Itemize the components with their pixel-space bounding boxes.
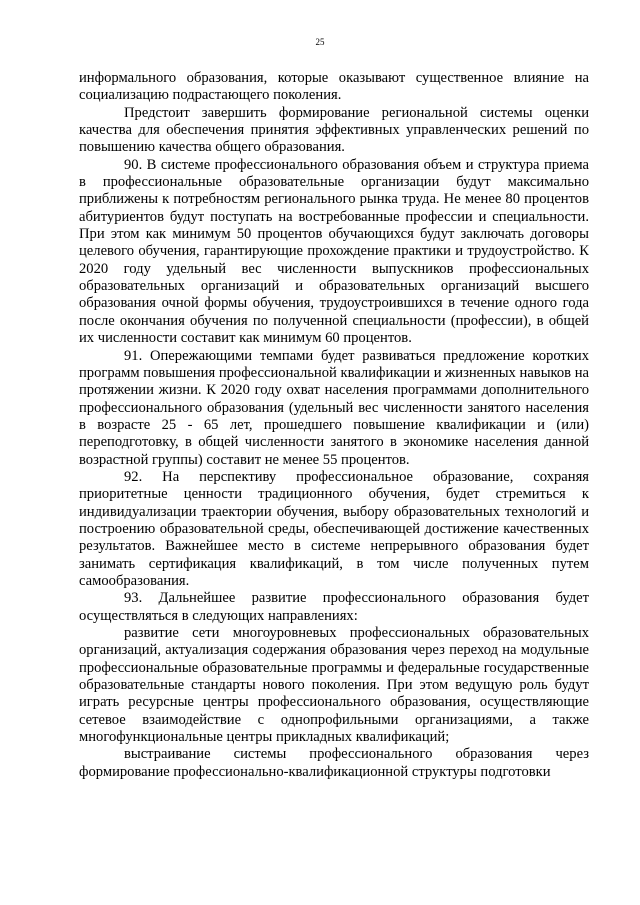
paragraph-regional-assessment: Предстоит завершить формирование региональной системы оценки качества для обеспечения принятия эффективных управленческих решений по повышению качества общего образования.	[79, 104, 589, 156]
paragraph-93: 93. Дальнейшее развитие профессионального образования будет осуществляться в следующих направлениях:	[79, 590, 589, 624]
document-body	[79, 70, 589, 781]
paragraph-intro-continuation: информального образования, которые оказывают существенное влияние на социализацию подрастающего поколения.	[79, 70, 589, 104]
paragraph-90: 90. В системе профессионального образования объем и структура приема в профессиональные образовательные организации будут максимально приближены к потребностям регионального рынка труда. Не менее 80 процентов абитуриентов будут поступать на востребованные профессии и специальности. При этом как минимум 50 процентов обучающихся будут заключать договоры целевого обучения, гарантирующие прохождение практики и трудоустройство. К 2020 году удельный вес численности выпускников профессиональных образовательных организаций и образовательных организаций высшего образования очной формы обучения, трудоустроившихся в течение одного года после окончания обучения по полученной специальности (профессии), в общей их численности составит как минимум 60 процентов.	[79, 156, 589, 347]
paragraph-92: 92. На перспективу профессиональное образование, сохраняя приоритетные ценности традиционного обучения, будет стремиться к индивидуализации траектории обучения, выбору образовательных технологий и построению образовательной среды, обеспечивающей достижение качественных результатов. Важнейшее место в системе непрерывного образования будет занимать сертификация квалификаций, в том числе полученных путем самообразования.	[79, 468, 589, 589]
paragraph-system-building: выстраивание системы профессионального образования через формирование профессионально-квалификационной структуры подготовки	[79, 746, 589, 780]
paragraph-91: 91. Опережающими темпами будет развиваться предложение коротких программ повышения профессиональной квалификации и жизненных навыков на протяжении жизни. К 2020 году охват населения программами дополнительного профессионального образования (удельный вес численности занятого населения в возрасте 25 - 65 лет, прошедшего повышение квалификации и (или) переподготовку, в общей численности занятого в экономике населения данной возрастной группы) составит не менее 55 процентов.	[79, 347, 589, 468]
page-number: 25	[315, 37, 325, 47]
paragraph-network-development: развитие сети многоуровневых профессиональных образовательных организаций, актуализация содержания образования через переход на модульные профессиональные образовательные программы и федеральные государственные образовательные стандарты нового поколения. При этом ведущую роль будут играть ресурсные центры профессионального образования, осуществляющие сетевое взаимодействие с однопрофильными организациями, а также многофункциональные центры прикладных квалификаций;	[79, 625, 589, 746]
